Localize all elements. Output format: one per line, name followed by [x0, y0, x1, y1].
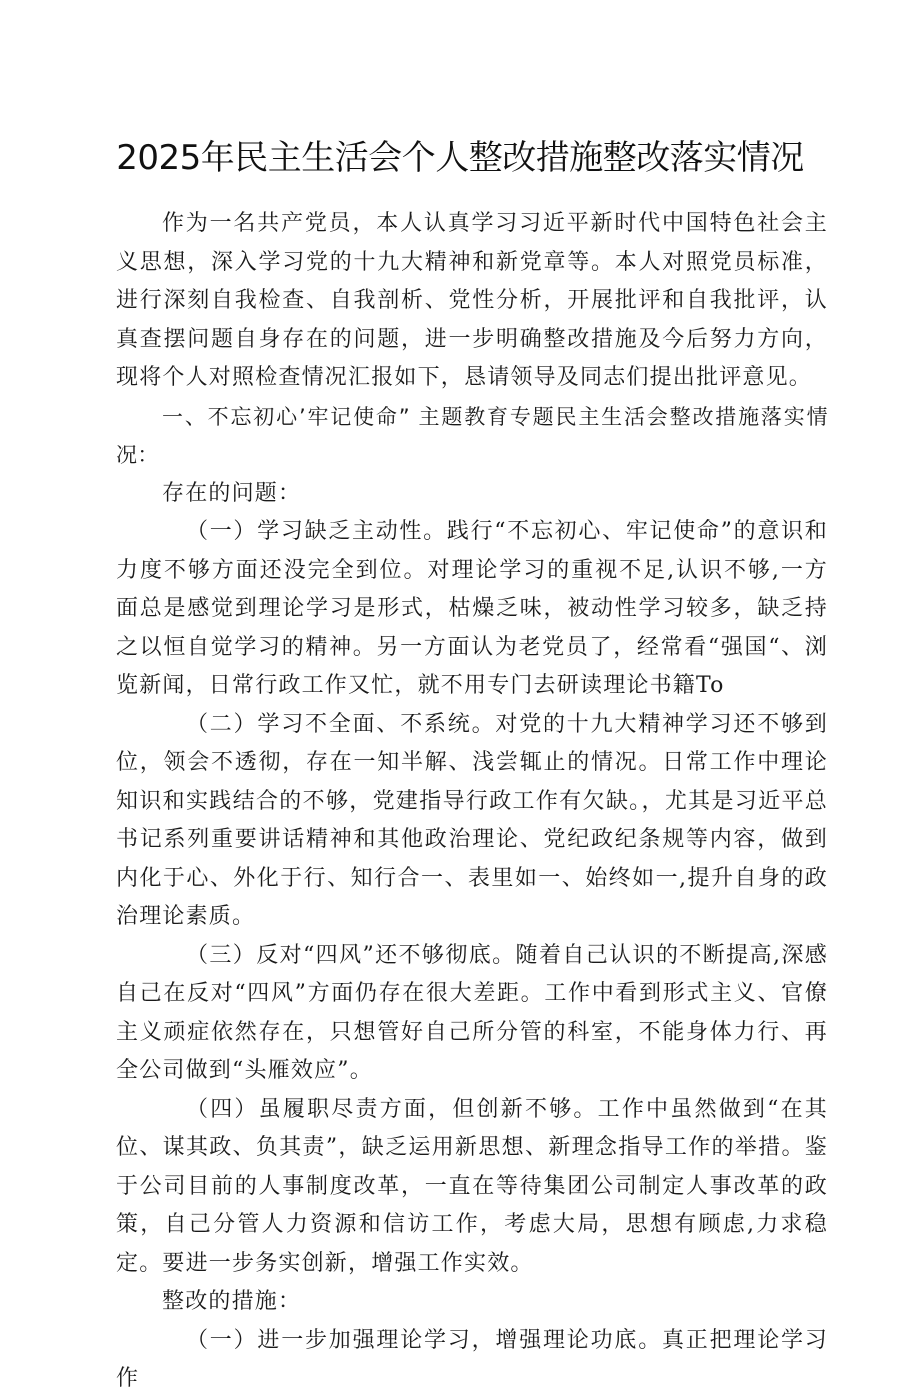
problem-paragraph-4: （四）虽履职尽责方面，但创新不够。工作中虽然做到“在其位、谋其政、负其责”，缺乏运用新思想、新理念指导工作的举措。鉴于公司目前的人事制度改革，一直在等待集团公司制定人事改革的政策，自己分管人力资源和信访工作，考虑大局，思想有顾虑,力求稳定。要进一步务实创新，增强工作实效。: [116, 1096, 828, 1276]
measure-paragraph-1: （一）进一步加强理论学习，增强理论功底。真正把理论学习作: [116, 1327, 828, 1391]
section-heading: 一、不忘初心’牢记使命” 主题教育专题民主生活会整改措施落实情况：: [116, 404, 828, 467]
problems-label: 存在的问题：: [162, 480, 302, 506]
problem-paragraph-1: （一）学习缺乏主动性。践行“不忘初心、牢记使命”的意识和力度不够方面还没完全到位。对理论学习的重视不足,认识不够,一方面总是感觉到理论学习是形式，枯燥乏味，被动性学习较多，缺乏持之以恒自觉学习的精神。另一方面认为老党员了，经常看“强国“、浏览新闻，日常行政工作又忙，就不用专门去研读理论书籍To: [116, 519, 828, 698]
problem-paragraph-3: （三）反对“四风”还不够彻底。随着自己认识的不断提高,深感自己在反对“四风”方面仍存在很大差距。工作中看到形式主义、官僚主义顽症依然存在，只想管好自己所分管的科室，不能身体力行、再全公司做到“头雁效应”。: [116, 942, 828, 1083]
problem-paragraph-2: （二）学习不全面、不系统。对党的十九大精神学习还不够到位，领会不透彻，存在一知半解、浅尝辄止的情况。日常工作中理论知识和实践结合的不够，党建指导行政工作有欠缺。，尤其是习近平总书记系列重要讲话精神和其他政治理论、党纪政纪条规等内容，做到内化于心、外化于行、知行合一、表里如一、始终如一,提升自身的政治理论素质。: [116, 711, 828, 929]
document-title: 2025年民主生活会个人整改措施整改落实情况: [116, 138, 804, 178]
intro-paragraph: 作为一名共产党员，本人认真学习习近平新时代中国特色社会主义思想，深入学习党的十九大精神和新党章等。本人对照党员标准，进行深刻自我检查、自我剖析、党性分析，开展批评和自我批评，认真查摆问题自身存在的问题，进一步明确整改措施及今后努力方向，现将个人对照检查情况汇报如下，恳请领导及同志们提出批评意见。: [116, 211, 828, 390]
document-body: [116, 205, 828, 1399]
measures-label: 整改的措施：: [162, 1289, 302, 1314]
